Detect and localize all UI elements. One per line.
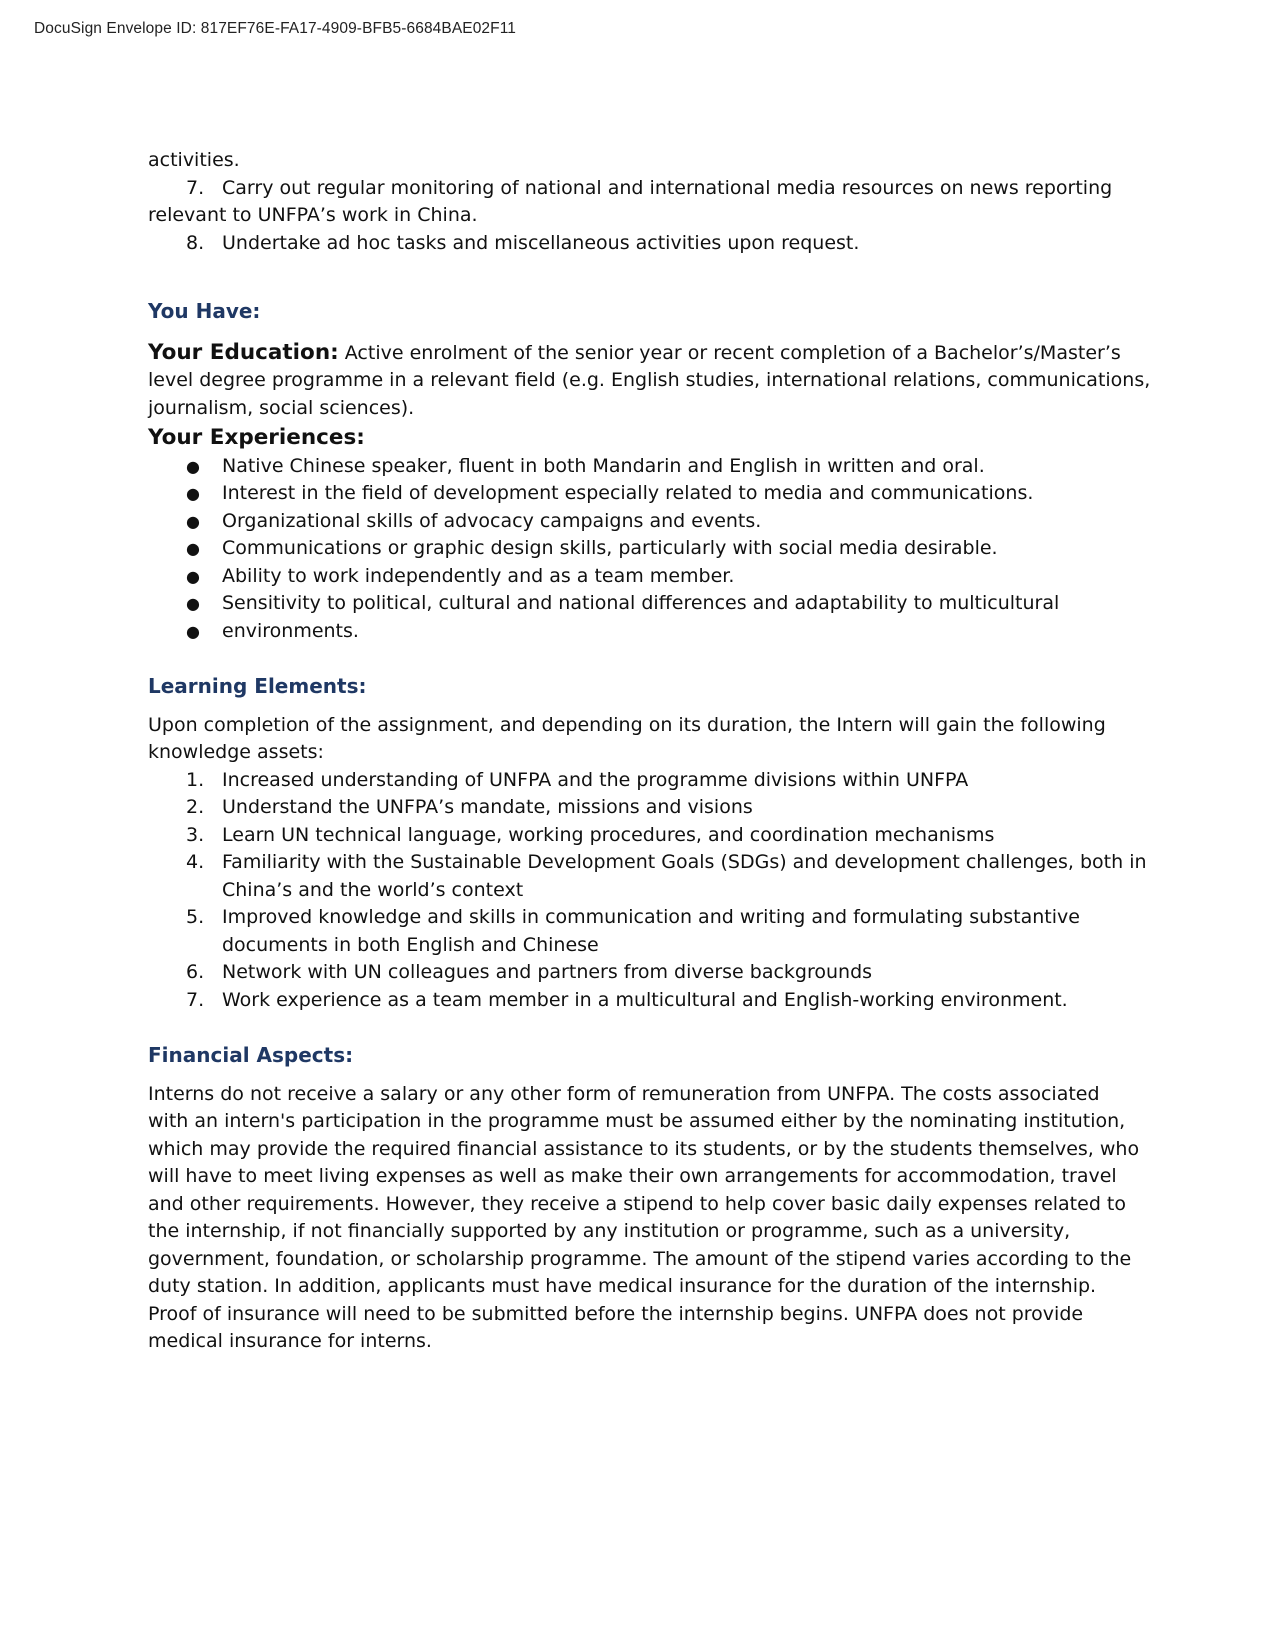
document-body [148, 147, 1151, 1356]
learning-intro-text: Upon completion of the assignment, and depending on its duration, the Intern will gain the following [148, 713, 1106, 736]
financial-paragraph: Interns do not receive a salary or any other form of remuneration from UNFPA. The costs associated with an intern's participation in the programme must be assumed either by the nominating institution, which may provide the required financial assistance to its students, or by the students themselves, who will have to meet living expenses as well as make their own arrangements for accommodation, travel and other requirements. However, they receive a stipend to help cover basic daily expenses related to the internship, if not financially supported by any institution or programme, such as a university, government, foundation, or scholarship programme. The amount of the stipend varies according to the duty station. In addition, applicants must have medical insurance for the duration of the internship. Proof of insurance will need to be submitted before the internship begins. UNFPA does not provide medical insurance for interns. [148, 1082, 1140, 1352]
continuation-text: activities. [148, 149, 240, 171]
bullet-icon: ● [186, 484, 200, 503]
list-item: 3. Learn UN technical language, working procedures, and coordination mechanisms [186, 823, 995, 846]
bullet-icon: ● [186, 621, 200, 641]
education-text: journalism, social sciences). [148, 396, 415, 419]
bullet-icon: ● [186, 566, 200, 586]
task-item-7 [186, 175, 1123, 203]
list-item: ● Sensitivity to political, cultural and national differences and adaptability to multicultural [186, 590, 1123, 618]
experiences-list [148, 453, 1123, 646]
list-item: 5. Improved knowledge and skills in communication and writing and formulating substantive documents in both English and Chinese [186, 906, 1080, 956]
task-text: Undertake ad hoc tasks and miscellaneous activities upon request. [222, 231, 860, 254]
list-item: ● Interest in the field of development especially related to media and communications. [186, 480, 1123, 508]
learning-elements-heading: Learning Elements: [148, 674, 367, 698]
list-item: 1. Increased understanding of UNFPA and the programme divisions within UNFPA [186, 768, 969, 791]
list-item: ● environments. [186, 618, 1123, 646]
list-item: 6. Network with UN colleagues and partners from diverse backgrounds [186, 961, 873, 983]
learning-intro-text: knowledge assets: [148, 741, 324, 763]
experiences-label: Your Experiences: [148, 425, 365, 450]
task-number: 8. [186, 231, 205, 254]
list-item: 4. Familiarity with the Sustainable Development Goals (SDGs) and development challenges, both in China’s and the world’s context [186, 851, 1147, 901]
task-list [148, 175, 1123, 258]
list-item: ● Ability to work independently and as a team member. [186, 563, 1123, 591]
task-item-8 [186, 230, 1123, 258]
bullet-icon: ● [186, 511, 200, 531]
list-item: ● Communications or graphic design skills, particularly with social media desirable. [186, 535, 1123, 563]
learning-list [148, 767, 1147, 1015]
task-text: Carry out regular monitoring of national and international media resources on news reporting [222, 176, 1113, 199]
education-label: Your Education: [148, 339, 339, 365]
list-item: 7. Work experience as a team member in a multicultural and English-working environment. [186, 988, 1068, 1011]
education-text: Active enrolment of the senior year or recent completion of a Bachelor’s/Master’s [338, 341, 1121, 364]
list-item: 2. Understand the UNFPA’s mandate, missions and visions [186, 796, 753, 818]
learning-intro [148, 712, 1123, 767]
bullet-icon: ● [186, 456, 200, 476]
bullet-icon: ● [186, 539, 200, 558]
list-item: ● Organizational skills of advocacy campaigns and events. [186, 508, 1123, 536]
education-text: level degree programme in a relevant field (e.g. English studies, international relations, communications, [148, 369, 1151, 391]
you-have-heading: You Have: [148, 299, 261, 323]
bullet-icon: ● [186, 594, 200, 613]
list-item: ● Native Chinese speaker, fluent in both Mandarin and English in written and oral. [186, 453, 1123, 481]
education-paragraph [148, 339, 1151, 423]
task-number: 7. [186, 176, 205, 199]
task-text-continuation: relevant to UNFPA’s work in China. [148, 204, 478, 226]
envelope-id: DocuSign Envelope ID: 817EF76E-FA17-4909-BFB5-6684BAE02F11 [34, 20, 516, 37]
financial-aspects-heading: Financial Aspects: [148, 1043, 354, 1067]
